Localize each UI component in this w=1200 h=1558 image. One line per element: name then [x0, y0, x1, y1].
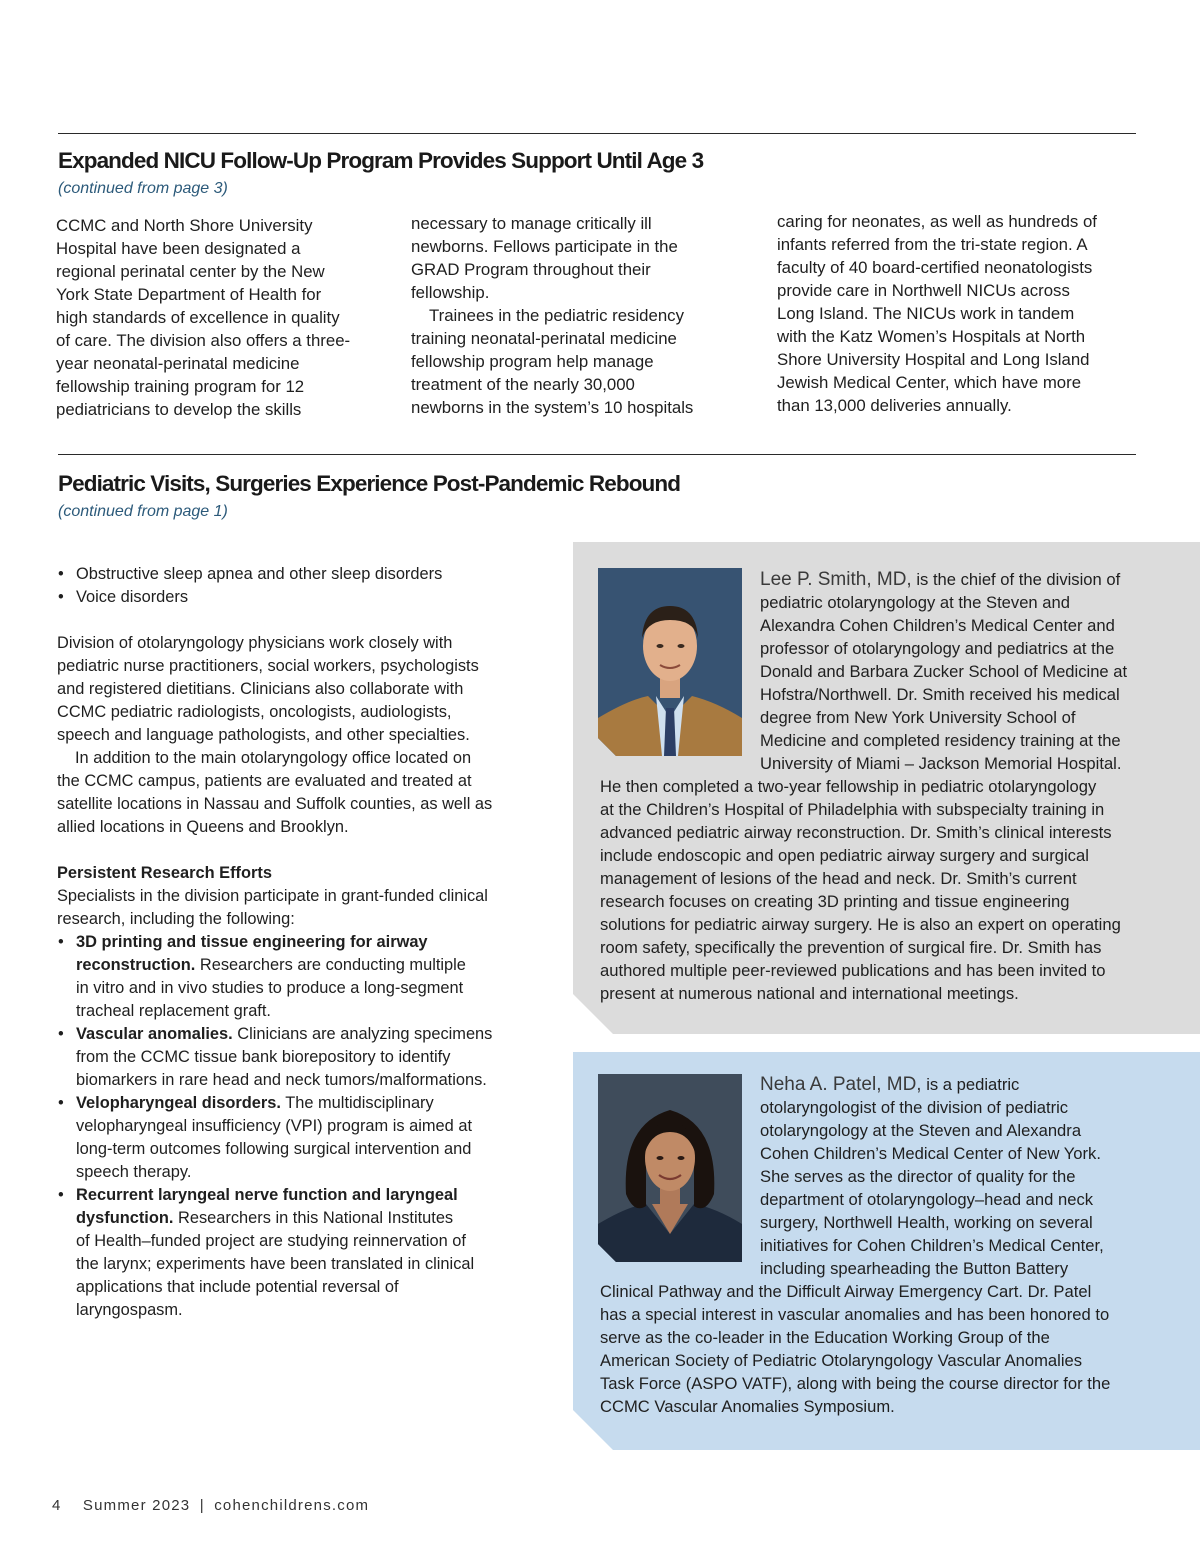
paragraph-line: the CCMC campus, patients are evaluated and treated at: [57, 772, 472, 790]
pediatric-visits-body: • Obstructive sleep apnea and other sleep disorders • Voice disorders Division of otolaryngology physicians work closely with pediatric nurse practitioners, social workers, psychologists and registered dietitians. Clinicians also collaborate with CCMC pediatric radiologists, oncologists, audiologists, speech and language pathologists, and other specialties. In addition to the main otolaryngology office located on the CCMC campus, patients are evaluated and treated at satellite locations in Nassau and Suffolk counties, as well as allied locations in Queens and Brooklyn. Persistent Research Efforts Specialists in the division participate in grant-funded clinical research, including the following: • 3D printing and tissue engineering for airway reconstruction. Researchers are conducting multiple in vitro and in vivo studies to produce a long-segment tracheal replacement graft. • Vascular anomalies. Clinicians are analyzing specimens from the CCMC tissue bank biorepository to identify biomarkers in rare head and neck tumors/malformations. • Velopharyngeal disorders. The multidisciplinary velopharyngeal insufficiency (VPI) program is aimed at long-term outcomes following surgical intervention and speech therapy. • Recurrent laryngeal nerve function and laryngeal dysfunction. Researchers in this National Institutes of Health–funded project are studying reinnervation of the larynx; experiments have been translated in clinical applications that include potential reversal of laryngospasm.: [57, 563, 557, 1322]
paragraph-line: Division of otolaryngology physicians work closely with: [57, 634, 453, 652]
paragraph-line: research, including the following:: [57, 910, 295, 928]
paragraph-line: In addition to the main otolaryngology office located on: [75, 749, 472, 767]
subheading-research: Persistent Research Efforts: [57, 864, 272, 882]
website-link[interactable]: cohenchildrens.com: [214, 1497, 370, 1514]
nicu-column-1: CCMC and North Shore University Hospital have been designated a regional perinatal center by the New York State Department of Health for high standards of excellence in quality of care. The division also offers a three- year neonatal-perinatal medicine fellowship training program for 12 pediatricians to develop the skills: [56, 216, 351, 419]
section-divider: [58, 133, 1136, 134]
list-item: • Recurrent laryngeal nerve function and laryngeal: [57, 1184, 557, 1207]
list-item: • Velopharyngeal disorders. The multidisciplinary: [57, 1092, 557, 1115]
list-item: • Obstructive sleep apnea and other sleep disorders: [57, 563, 557, 586]
section-title-nicu: Expanded NICU Follow-Up Program Provides Support Until Age 3: [58, 148, 704, 173]
bio-text-lee-smith: Lee P. Smith, MD, is the chief of the division of pediatric otolaryngology at the Steven and Alexandra Cohen Children’s Medical Center and professor of otolaryngology and pediatrics at the Donald and Barbara Zucker School of Medicine at Hofstra/Northwell. Dr. Smith received his medical degree from New York University School of Medicine and completed residency training at the University of Miami – Jackson Memorial Hospital. He then completed a two-year fellowship in pediatric otolaryngology at the Children’s Hospital of Philadelphia with subspecialty training in advanced pediatric airway reconstruction. Dr. Smith’s clinical interests include endoscopic and open pediatric airway surgery and surgical management of lesions of the head and neck. Dr. Smith’s current research focuses on creating 3D printing and tissue engineering solutions for pediatric airway surgery. He is also an expert on operating room safety, specifically the prevention of surgical fire. Dr. Smith has authored multiple peer-reviewed publications and has been invited to present at numerous national and international meetings.: [600, 569, 1128, 1003]
page-footer: 4 Summer 2023 | cohenchildrens.com: [52, 1497, 370, 1514]
nicu-column-2: necessary to manage critically ill newborns. Fellows participate in the GRAD Program throughout their fellowship. Trainees in the pediatric residency training neonatal-perinatal medicine fellowship program help manage treatment of the nearly 30,000 newborns in the system’s 10 hospitals: [411, 214, 694, 417]
issue-label: Summer 2023: [82, 1497, 191, 1514]
nicu-column-3: caring for neonates, as well as hundreds of infants referred from the tri-state region. A faculty of 40 board-certified neonatologists provide care in Northwell NICUs across Long Island. The NICUs work in tandem with the Katz Women’s Hospitals at North Shore University Hospital and Long Island Jewish Medical Center, which have more than 13,000 deliveries annually.: [777, 212, 1097, 415]
page-number: 4: [52, 1497, 62, 1514]
paragraph-line: CCMC pediatric radiologists, oncologists, audiologists,: [57, 703, 452, 721]
paragraph-line: pediatric nurse practitioners, social workers, psychologists: [57, 657, 479, 675]
continued-note-nicu: (continued from page 3): [58, 180, 228, 197]
continued-note-pediatric-visits: (continued from page 1): [58, 503, 228, 520]
bio-text-neha-patel: Neha A. Patel, MD, is a pediatric otolaryngologist of the division of pediatric otolaryngology at the Steven and Alexandra Cohen Children’s Medical Center of New York. She serves as the director of quality for the department of otolaryngology–head and neck surgery, Northwell Health, working on several initiatives for Cohen Children’s Medical Center, including spearheading the Button Battery Clinical Pathway and the Difficult Airway Emergency Cart. Dr. Patel has a special interest in vascular anomalies and has been honored to serve as the co-leader in the Education Working Group of the American Society of Pediatric Otolaryngology Vascular Anomalies Task Force (ASPO VATF), along with being the course director for the CCMC Vascular Anomalies Symposium.: [600, 1074, 1111, 1416]
paragraph-line: satellite locations in Nassau and Suffolk counties, as well as: [57, 795, 493, 813]
paragraph-line: and registered dietitians. Clinicians also collaborate with: [57, 680, 464, 698]
bio-name: Neha A. Patel, MD,: [760, 1074, 922, 1095]
paragraph-line: Specialists in the division participate in grant-funded clinical: [57, 887, 488, 905]
list-item: • 3D printing and tissue engineering for airway: [57, 931, 557, 954]
paragraph-line: allied locations in Queens and Brooklyn.: [57, 818, 349, 836]
section-divider: [58, 454, 1136, 455]
list-item: • Vascular anomalies. Clinicians are analyzing specimens: [57, 1023, 557, 1046]
bio-name: Lee P. Smith, MD,: [760, 569, 912, 590]
list-item: • Voice disorders: [57, 586, 557, 609]
section-title-pediatric-visits: Pediatric Visits, Surgeries Experience Post-Pandemic Rebound: [58, 471, 681, 496]
paragraph-line: speech and language pathologists, and other specialties.: [57, 726, 470, 744]
